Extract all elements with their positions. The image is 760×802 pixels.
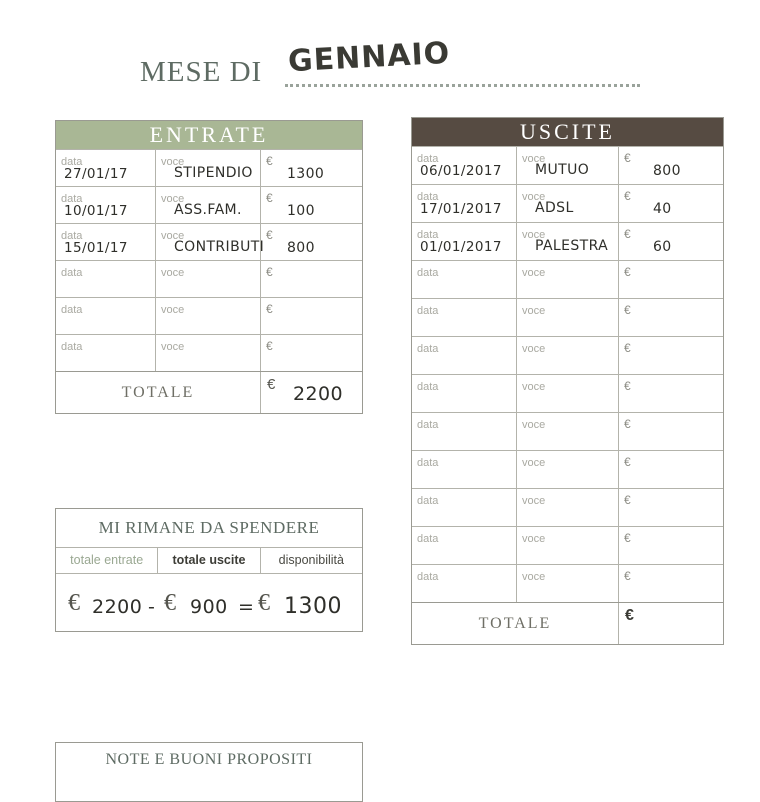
uscite-voce-value: MUTUO bbox=[535, 162, 590, 178]
table-row[interactable] bbox=[56, 186, 362, 223]
entrate-voce-value: CONTRIBUTI bbox=[174, 239, 265, 255]
entrate-voce-cell[interactable] bbox=[156, 150, 261, 186]
uscite-data-value: 06/01/2017 bbox=[420, 163, 502, 179]
uscite-voce-cell[interactable] bbox=[517, 527, 619, 564]
voce-placeholder: voce bbox=[522, 533, 546, 545]
entrate-data-value: 10/01/17 bbox=[64, 203, 128, 219]
data-placeholder: data bbox=[61, 230, 83, 242]
euro-icon: € bbox=[624, 455, 631, 469]
rimane-disponibilita-value: 1300 bbox=[284, 594, 342, 619]
voce-placeholder: voce bbox=[522, 343, 546, 355]
month-label: MESE DI bbox=[140, 56, 263, 88]
note-title: NOTE E BUONI PROPOSITI bbox=[105, 751, 313, 768]
table-row[interactable] bbox=[412, 526, 723, 564]
entrate-importo-cell[interactable] bbox=[261, 261, 362, 297]
uscite-data-cell[interactable] bbox=[412, 489, 517, 526]
entrate-importo-cell[interactable] bbox=[261, 224, 362, 260]
entrate-importo-cell[interactable] bbox=[261, 298, 362, 334]
uscite-voce-cell[interactable] bbox=[517, 413, 619, 450]
voce-placeholder: voce bbox=[522, 381, 546, 393]
euro-icon: € bbox=[624, 493, 631, 507]
voce-placeholder: voce bbox=[522, 571, 546, 583]
column-header-disponibilita: disponibilità bbox=[278, 553, 344, 567]
data-placeholder: data bbox=[417, 343, 439, 355]
uscite-data-value: 01/01/2017 bbox=[420, 239, 502, 255]
uscite-voce-cell[interactable] bbox=[517, 451, 619, 488]
entrate-importo-cell[interactable] bbox=[261, 335, 362, 371]
euro-icon: € bbox=[624, 417, 631, 431]
table-row[interactable] bbox=[56, 223, 362, 260]
data-placeholder: data bbox=[417, 533, 439, 545]
uscite-voce-value: ADSL bbox=[535, 200, 574, 216]
data-placeholder: data bbox=[417, 267, 439, 279]
column-header-totale-entrate: totale entrate bbox=[56, 548, 158, 573]
entrate-data-value: 15/01/17 bbox=[64, 240, 128, 256]
month-dotted-line bbox=[285, 84, 640, 87]
voce-placeholder: voce bbox=[522, 419, 546, 431]
data-placeholder: data bbox=[417, 381, 439, 393]
uscite-voce-cell[interactable] bbox=[517, 375, 619, 412]
euro-icon: € bbox=[266, 265, 273, 279]
table-row[interactable] bbox=[412, 488, 723, 526]
data-placeholder: data bbox=[417, 305, 439, 317]
table-row[interactable] bbox=[412, 450, 723, 488]
voce-placeholder: voce bbox=[161, 156, 185, 168]
uscite-importo-cell[interactable] bbox=[619, 337, 723, 374]
uscite-importo-cell[interactable] bbox=[619, 299, 723, 336]
table-row[interactable] bbox=[412, 336, 723, 374]
note-table bbox=[55, 742, 363, 802]
rimane-equals-sign: = bbox=[238, 596, 255, 618]
table-row[interactable] bbox=[56, 334, 362, 371]
euro-icon: € bbox=[266, 154, 273, 168]
uscite-total-label: TOTALE bbox=[412, 603, 619, 644]
entrate-importo-cell[interactable] bbox=[261, 150, 362, 186]
table-row[interactable] bbox=[412, 184, 723, 222]
entrate-importo-value: 1300 bbox=[287, 166, 325, 182]
data-placeholder: data bbox=[61, 193, 83, 205]
rimane-calculation-row[interactable] bbox=[56, 574, 362, 633]
uscite-importo-cell[interactable] bbox=[619, 451, 723, 488]
uscite-title: USCITE bbox=[412, 118, 723, 146]
uscite-data-cell[interactable] bbox=[412, 147, 517, 184]
uscite-voce-cell[interactable] bbox=[517, 261, 619, 298]
voce-placeholder: voce bbox=[522, 457, 546, 469]
entrate-voce-cell[interactable] bbox=[156, 224, 265, 260]
page-header bbox=[0, 22, 760, 88]
entrate-data-cell[interactable] bbox=[56, 298, 156, 334]
euro-icon: € bbox=[624, 531, 631, 545]
uscite-data-cell[interactable] bbox=[412, 185, 517, 222]
euro-icon: € bbox=[258, 590, 270, 616]
euro-icon: € bbox=[624, 189, 631, 203]
voce-placeholder: voce bbox=[161, 341, 185, 353]
euro-icon: € bbox=[624, 341, 631, 355]
voce-placeholder: voce bbox=[522, 267, 546, 279]
uscite-total-row bbox=[412, 602, 723, 644]
uscite-voce-cell[interactable] bbox=[517, 299, 619, 336]
rimane-uscite-value: 900 bbox=[190, 596, 228, 618]
euro-icon: € bbox=[266, 228, 273, 242]
entrate-total-value: 2200 bbox=[293, 383, 343, 405]
table-row[interactable] bbox=[412, 564, 723, 602]
entrate-table bbox=[55, 120, 363, 414]
rimane-minus-sign: - bbox=[148, 596, 156, 618]
data-placeholder: data bbox=[61, 156, 83, 168]
uscite-data-cell[interactable] bbox=[412, 565, 517, 602]
uscite-data-value: 17/01/2017 bbox=[420, 201, 502, 217]
euro-icon: € bbox=[267, 376, 276, 393]
entrate-importo-cell[interactable] bbox=[261, 187, 362, 223]
table-row[interactable] bbox=[412, 222, 723, 260]
data-placeholder: data bbox=[417, 419, 439, 431]
euro-icon: € bbox=[624, 569, 631, 583]
uscite-voce-cell[interactable] bbox=[517, 147, 619, 184]
euro-icon: € bbox=[266, 339, 273, 353]
entrate-importo-value: 100 bbox=[287, 203, 315, 219]
data-placeholder: data bbox=[61, 304, 83, 316]
entrate-voce-cell[interactable] bbox=[156, 187, 261, 223]
uscite-importo-cell[interactable] bbox=[619, 565, 723, 602]
rimane-title: MI RIMANE DA SPENDERE bbox=[56, 509, 362, 548]
uscite-data-cell[interactable] bbox=[412, 299, 517, 336]
uscite-data-cell[interactable] bbox=[412, 337, 517, 374]
month-value[interactable]: GENNAIO bbox=[287, 35, 452, 80]
table-row[interactable] bbox=[56, 149, 362, 186]
rimane-da-spendere-table bbox=[55, 508, 363, 632]
uscite-importo-cell[interactable] bbox=[619, 185, 723, 222]
euro-icon: € bbox=[624, 265, 631, 279]
data-placeholder: data bbox=[417, 495, 439, 507]
entrate-data-cell[interactable] bbox=[56, 335, 156, 371]
table-row[interactable] bbox=[56, 297, 362, 334]
entrate-total-row bbox=[56, 371, 362, 413]
voce-placeholder: voce bbox=[161, 304, 185, 316]
uscite-data-cell[interactable] bbox=[412, 375, 517, 412]
rimane-entrate-value: 2200 bbox=[92, 596, 143, 618]
uscite-voce-cell[interactable] bbox=[517, 223, 619, 260]
uscite-importo-cell[interactable] bbox=[619, 413, 723, 450]
uscite-voce-cell[interactable] bbox=[517, 565, 619, 602]
uscite-importo-cell[interactable] bbox=[619, 375, 723, 412]
euro-icon: € bbox=[266, 302, 273, 316]
uscite-voce-cell[interactable] bbox=[517, 185, 619, 222]
euro-icon: € bbox=[624, 227, 631, 241]
entrate-voce-value: ASS.FAM. bbox=[174, 202, 242, 218]
voce-placeholder: voce bbox=[161, 230, 185, 242]
table-row[interactable] bbox=[412, 412, 723, 450]
voce-placeholder: voce bbox=[161, 267, 185, 279]
entrate-total-label: TOTALE bbox=[56, 372, 261, 413]
table-row[interactable] bbox=[412, 260, 723, 298]
entrate-voce-cell[interactable] bbox=[156, 261, 261, 297]
uscite-data-cell[interactable] bbox=[412, 527, 517, 564]
entrate-data-value: 27/01/17 bbox=[64, 166, 128, 182]
entrate-data-cell[interactable] bbox=[56, 150, 156, 186]
uscite-importo-value: 800 bbox=[653, 163, 681, 179]
table-row[interactable] bbox=[412, 298, 723, 336]
data-placeholder: data bbox=[417, 457, 439, 469]
entrate-voce-value: STIPENDIO bbox=[174, 165, 253, 181]
voce-placeholder: voce bbox=[522, 229, 546, 241]
uscite-voce-cell[interactable] bbox=[517, 489, 619, 526]
uscite-importo-value: 40 bbox=[653, 201, 672, 217]
euro-icon: € bbox=[624, 379, 631, 393]
uscite-voce-cell[interactable] bbox=[517, 337, 619, 374]
data-placeholder: data bbox=[61, 341, 83, 353]
euro-icon: € bbox=[266, 191, 273, 205]
entrate-total-cell[interactable] bbox=[261, 372, 362, 413]
entrate-data-cell[interactable] bbox=[56, 224, 156, 260]
column-header-totale-uscite: totale uscite bbox=[158, 548, 260, 573]
uscite-importo-cell[interactable] bbox=[619, 223, 723, 260]
uscite-data-cell[interactable] bbox=[412, 223, 517, 260]
uscite-importo-cell[interactable] bbox=[619, 527, 723, 564]
data-placeholder: data bbox=[417, 153, 439, 165]
euro-icon: € bbox=[624, 151, 631, 165]
data-placeholder: data bbox=[61, 267, 83, 279]
table-row[interactable] bbox=[412, 374, 723, 412]
voce-placeholder: voce bbox=[522, 495, 546, 507]
uscite-importo-value: 60 bbox=[653, 239, 672, 255]
data-placeholder: data bbox=[417, 229, 439, 241]
euro-icon: € bbox=[68, 590, 80, 616]
uscite-total-cell[interactable] bbox=[619, 603, 723, 644]
uscite-voce-value: PALESTRA bbox=[535, 238, 609, 254]
data-placeholder: data bbox=[417, 571, 439, 583]
euro-icon: € bbox=[624, 303, 631, 317]
entrate-voce-cell[interactable] bbox=[156, 335, 261, 371]
data-placeholder: data bbox=[417, 191, 439, 203]
voce-placeholder: voce bbox=[522, 305, 546, 317]
table-row[interactable] bbox=[56, 260, 362, 297]
uscite-data-cell[interactable] bbox=[412, 261, 517, 298]
entrate-voce-cell[interactable] bbox=[156, 298, 261, 334]
entrate-title: ENTRATE bbox=[56, 121, 362, 149]
uscite-data-cell[interactable] bbox=[412, 451, 517, 488]
rimane-column-headers bbox=[56, 548, 362, 574]
euro-icon: € bbox=[625, 607, 634, 624]
euro-icon: € bbox=[164, 590, 176, 616]
voce-placeholder: voce bbox=[161, 193, 185, 205]
table-row[interactable] bbox=[412, 146, 723, 184]
uscite-data-cell[interactable] bbox=[412, 413, 517, 450]
voce-placeholder: voce bbox=[522, 153, 546, 165]
entrate-importo-value: 800 bbox=[287, 240, 315, 256]
entrate-data-cell[interactable] bbox=[56, 187, 156, 223]
uscite-importo-cell[interactable] bbox=[619, 489, 723, 526]
entrate-data-cell[interactable] bbox=[56, 261, 156, 297]
uscite-importo-cell[interactable] bbox=[619, 147, 723, 184]
uscite-table bbox=[411, 117, 724, 645]
voce-placeholder: voce bbox=[522, 191, 546, 203]
uscite-importo-cell[interactable] bbox=[619, 261, 723, 298]
